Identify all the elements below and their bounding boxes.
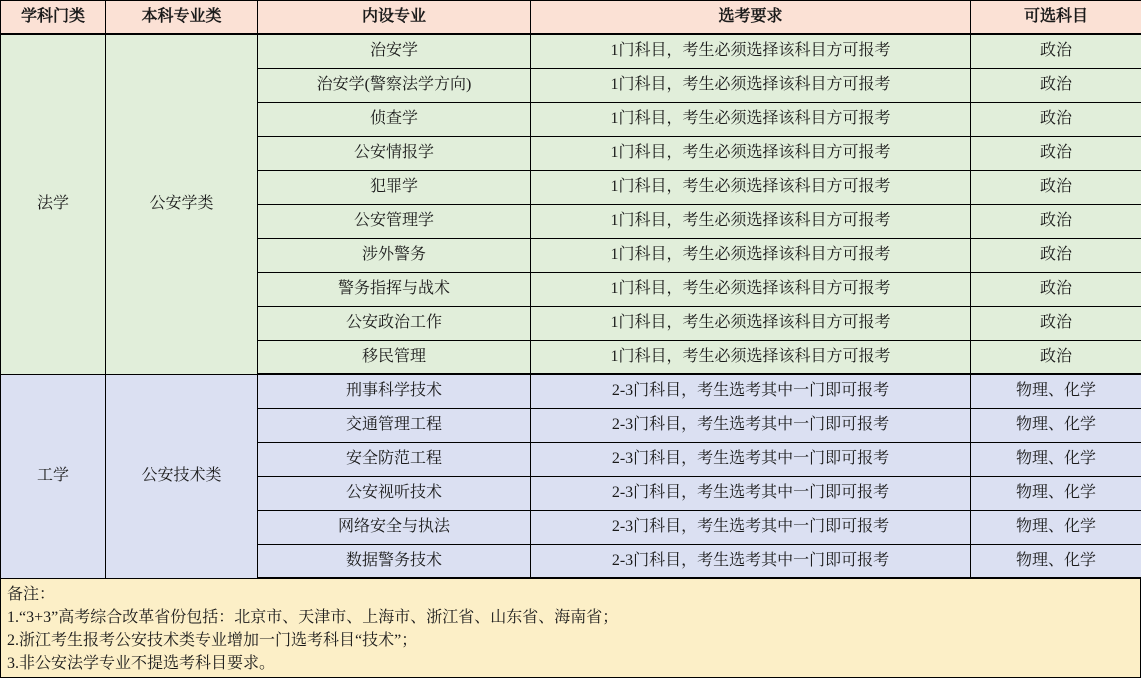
- major-name-cell: 移民管理: [258, 340, 531, 374]
- major-name-cell: 刑事科学技术: [258, 374, 531, 408]
- major-class-cell: 公安技术类: [106, 374, 258, 578]
- header-undergrad-major-class: 本科专业类: [106, 1, 258, 35]
- exam-requirement-cell: 1门科目，考生必须选择该科目方可报考: [531, 238, 971, 272]
- exam-requirement-cell: 1门科目，考生必须选择该科目方可报考: [531, 34, 971, 68]
- selectable-subjects-cell: 物理、化学: [971, 374, 1141, 408]
- major-name-cell: 安全防范工程: [258, 442, 531, 476]
- selectable-subjects-cell: 物理、化学: [971, 510, 1141, 544]
- exam-requirement-cell: 1门科目，考生必须选择该科目方可报考: [531, 306, 971, 340]
- note-line-1: 1.“3+3”高考综合改革省份包括：北京市、天津市、上海市、浙江省、山东省、海南省；: [7, 609, 619, 626]
- selectable-subjects-cell: 政治: [971, 68, 1141, 102]
- selectable-subjects-cell: 政治: [971, 34, 1141, 68]
- exam-requirement-cell: 2-3门科目，考生选考其中一门即可报考: [531, 374, 971, 408]
- selectable-subjects-cell: 政治: [971, 170, 1141, 204]
- major-name-cell: 公安视听技术: [258, 476, 531, 510]
- major-name-cell: 犯罪学: [258, 170, 531, 204]
- header-row: [1, 1, 1141, 35]
- note-line-2: 2.浙江考生报考公安技术类专业增加一门选考科目“技术”；: [7, 632, 418, 649]
- table-row: [1, 34, 1141, 68]
- exam-requirement-cell: 1门科目，考生必须选择该科目方可报考: [531, 136, 971, 170]
- header-internal-majors: 内设专业: [258, 1, 531, 35]
- selectable-subjects-cell: 政治: [971, 204, 1141, 238]
- notes-title: 备注：: [7, 586, 56, 603]
- exam-requirement-cell: 2-3门科目，考生选考其中一门即可报考: [531, 476, 971, 510]
- selectable-subjects-cell: 政治: [971, 272, 1141, 306]
- notes-section: [0, 579, 1141, 678]
- major-name-cell: 警务指挥与战术: [258, 272, 531, 306]
- table-row: [1, 374, 1141, 408]
- exam-requirement-cell: 2-3门科目，考生选考其中一门即可报考: [531, 442, 971, 476]
- major-name-cell: 治安学(警察法学方向): [258, 68, 531, 102]
- selectable-subjects-cell: 物理、化学: [971, 476, 1141, 510]
- major-name-cell: 交通管理工程: [258, 408, 531, 442]
- selectable-subjects-cell: 物理、化学: [971, 442, 1141, 476]
- exam-requirement-cell: 2-3门科目，考生选考其中一门即可报考: [531, 510, 971, 544]
- exam-requirement-cell: 1门科目，考生必须选择该科目方可报考: [531, 102, 971, 136]
- major-name-cell: 侦查学: [258, 102, 531, 136]
- major-name-cell: 公安情报学: [258, 136, 531, 170]
- major-name-cell: 公安政治工作: [258, 306, 531, 340]
- selectable-subjects-cell: 政治: [971, 306, 1141, 340]
- major-name-cell: 治安学: [258, 34, 531, 68]
- exam-requirement-cell: 1门科目，考生必须选择该科目方可报考: [531, 170, 971, 204]
- selectable-subjects-cell: 政治: [971, 136, 1141, 170]
- exam-requirement-cell: 1门科目，考生必须选择该科目方可报考: [531, 272, 971, 306]
- selectable-subjects-cell: 政治: [971, 238, 1141, 272]
- major-name-cell: 公安管理学: [258, 204, 531, 238]
- major-name-cell: 数据警务技术: [258, 544, 531, 578]
- exam-requirement-cell: 1门科目，考生必须选择该科目方可报考: [531, 340, 971, 374]
- exam-requirement-cell: 2-3门科目，考生选考其中一门即可报考: [531, 544, 971, 578]
- major-name-cell: 涉外警务: [258, 238, 531, 272]
- selectable-subjects-cell: 物理、化学: [971, 408, 1141, 442]
- major-name-cell: 网络安全与执法: [258, 510, 531, 544]
- discipline-category-cell: 工学: [1, 374, 106, 578]
- exam-requirement-cell: 2-3门科目，考生选考其中一门即可报考: [531, 408, 971, 442]
- header-discipline-category: 学科门类: [1, 1, 106, 35]
- selectable-subjects-cell: 物理、化学: [971, 544, 1141, 578]
- header-selectable-subjects: 可选科目: [971, 1, 1141, 35]
- note-line-3: 3.非公安法学专业不提选考科目要求。: [7, 655, 276, 672]
- discipline-category-cell: 法学: [1, 34, 106, 374]
- exam-requirement-cell: 1门科目，考生必须选择该科目方可报考: [531, 204, 971, 238]
- major-class-cell: 公安学类: [106, 34, 258, 374]
- selectable-subjects-cell: 政治: [971, 340, 1141, 374]
- exam-requirement-cell: 1门科目，考生必须选择该科目方可报考: [531, 68, 971, 102]
- table-body: [1, 34, 1141, 578]
- header-exam-requirements: 选考要求: [531, 1, 971, 35]
- selectable-subjects-cell: 政治: [971, 102, 1141, 136]
